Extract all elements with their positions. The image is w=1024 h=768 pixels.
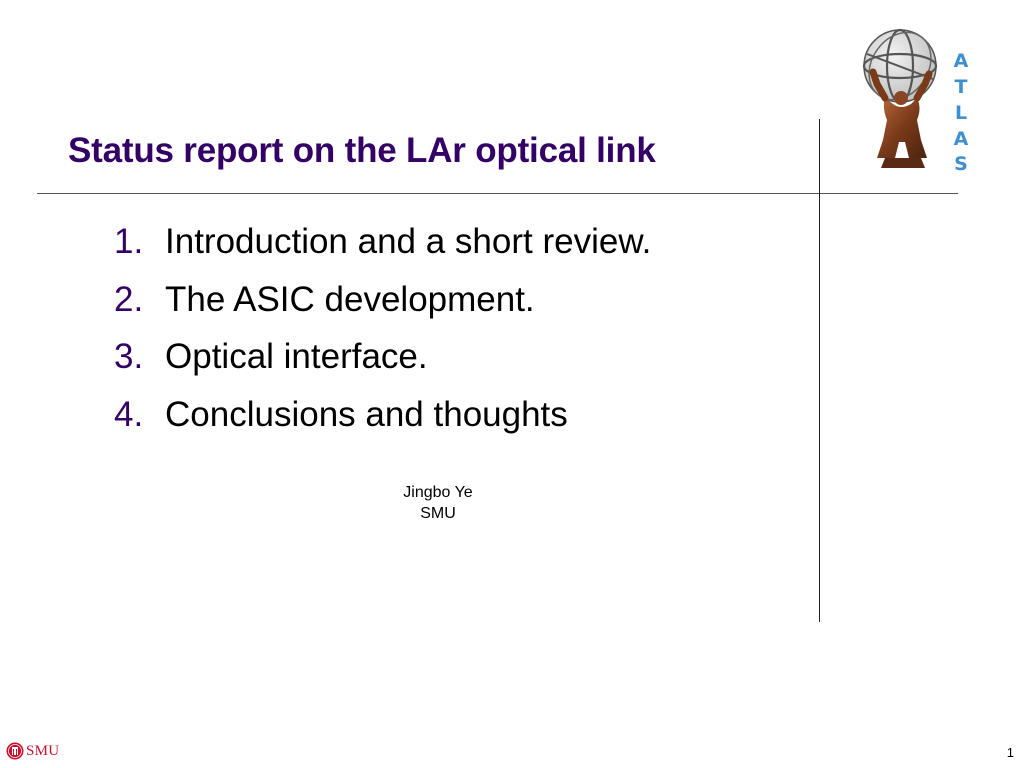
author-name: Jingbo Ye: [403, 484, 473, 501]
agenda-item: [114, 222, 651, 280]
slide-title: Status report on the LAr optical link: [68, 131, 656, 170]
agenda-item: [114, 280, 651, 338]
agenda-item-number: 1.: [114, 222, 144, 261]
atlas-logo: [855, 24, 977, 172]
agenda-list: [114, 222, 651, 452]
author-block: [378, 482, 498, 524]
agenda-item-number: 4.: [114, 394, 144, 434]
svg-text:L: L: [954, 102, 968, 124]
smu-wordmark: SMU: [26, 742, 60, 759]
svg-text:A: A: [953, 128, 969, 150]
atlas-wordmark: [954, 50, 969, 172]
agenda-item-number: 2.: [114, 279, 144, 319]
agenda-item: [114, 337, 651, 395]
smu-seal-icon: [6, 742, 24, 760]
agenda-item-text: Introduction and a short review.: [165, 222, 652, 261]
atlas-figure-icon: [856, 24, 943, 168]
smu-logo: [6, 742, 59, 760]
agenda-item-text: Conclusions and thoughts: [165, 394, 568, 434]
agenda-item: [114, 395, 651, 453]
svg-text:S: S: [954, 153, 968, 172]
agenda-item-text: Optical interface.: [165, 337, 428, 376]
agenda-item-text: The ASIC development.: [165, 279, 535, 319]
svg-text:T: T: [954, 76, 968, 98]
author-affiliation: SMU: [420, 505, 456, 522]
page-number: 1: [1006, 745, 1014, 760]
agenda-item-number: 3.: [114, 337, 144, 376]
svg-text:A: A: [953, 50, 969, 72]
vertical-divider: [819, 119, 820, 622]
